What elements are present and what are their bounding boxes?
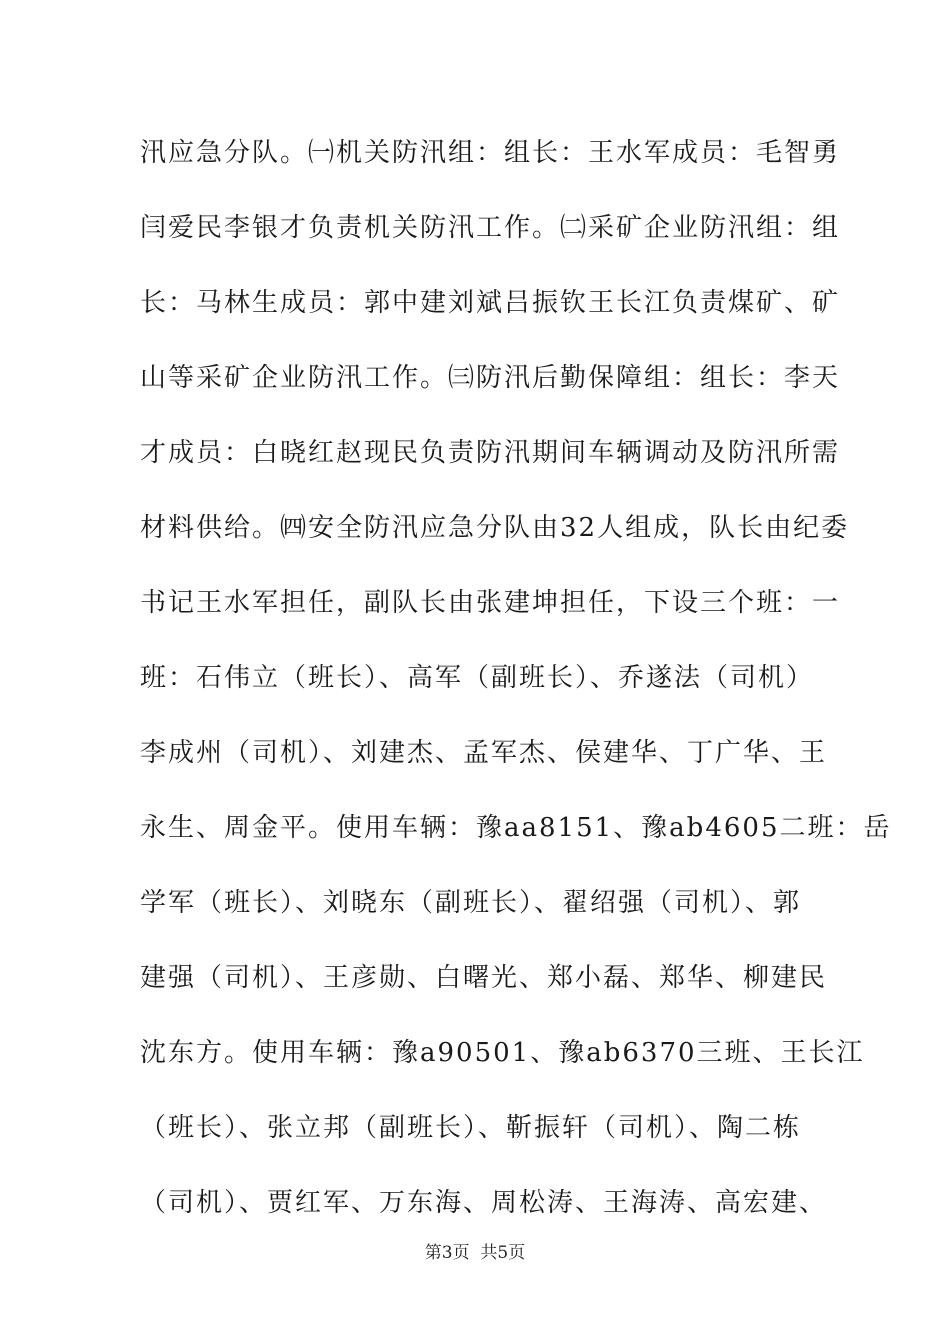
- text-line: 永生、周金平。使用车辆：豫aa8151、豫ab4605二班：岳: [140, 813, 892, 843]
- text-line: 班：石伟立（班长）、高军（副班长）、乔遂法（司机）: [140, 663, 815, 693]
- text-line: （司机）、贾红军、万东海、周松涛、王海涛、高宏建、: [140, 1188, 828, 1218]
- text-line: 书记王水军担任，副队长由张建坤担任，下设三个班：一: [140, 588, 841, 618]
- page-number: 第3页: [424, 1243, 470, 1263]
- text-line: 汛应急分队。㈠机关防汛组：组长：王水军成员：毛智勇: [140, 138, 841, 168]
- text-line: 沈东方。使用车辆：豫a90501、豫ab6370三班、王长江: [140, 1038, 865, 1068]
- text-line: 材料供给。㈣安全防汛应急分队由32人组成，队长由纪委: [140, 513, 850, 543]
- text-line: 才成员：白晓红赵现民负责防汛期间车辆调动及防汛所需: [140, 438, 841, 468]
- text-line: （班长）、张立邦（副班长）、靳振轩（司机）、陶二栋: [140, 1113, 802, 1143]
- page-total: 共5页: [480, 1243, 526, 1263]
- text-line: 长：马林生成员：郭中建刘斌吕振钦王长江负责煤矿、矿: [140, 288, 841, 318]
- text-line: 建强（司机）、王彦勋、白曙光、郑小磊、郑华、柳建民: [140, 963, 828, 993]
- text-line: 学军（班长）、刘晓东（副班长）、翟绍强（司机）、郭: [140, 888, 802, 918]
- text-line: 山等采矿企业防汛工作。㈢防汛后勤保障组：组长：李天: [140, 363, 841, 393]
- text-line: 闫爱民李银才负责机关防汛工作。㈡采矿企业防汛组：组: [140, 213, 841, 243]
- page-footer: [0, 1238, 950, 1263]
- document-body: [140, 120, 892, 1245]
- text-line: 李成州（司机）、刘建杰、孟军杰、侯建华、丁广华、王: [140, 738, 828, 768]
